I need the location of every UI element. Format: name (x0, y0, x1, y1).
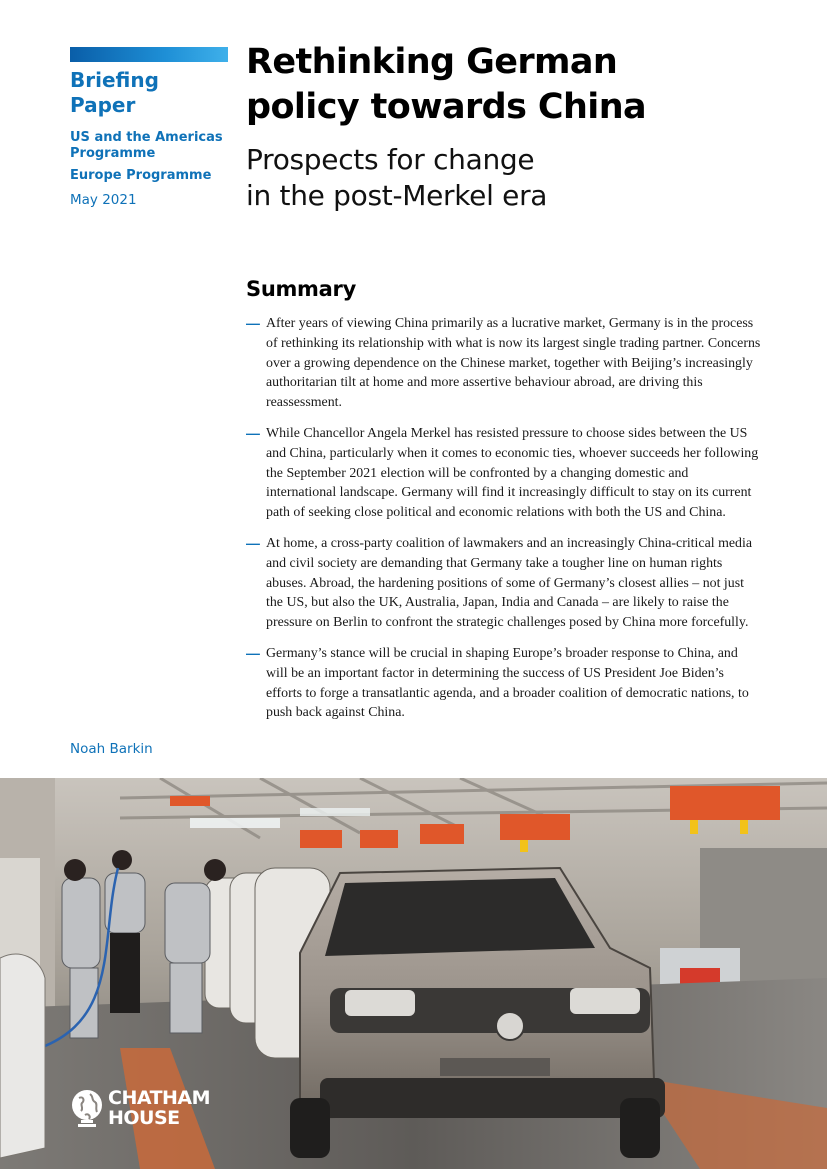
sidebar-meta (70, 68, 230, 208)
summary-heading: Summary (246, 277, 356, 301)
page-title: Rethinking German policy towards China (246, 42, 647, 127)
author-name: Noah Barkin (70, 741, 153, 757)
dash-icon: — (246, 644, 260, 661)
globe-icon (70, 1088, 104, 1128)
summary-bullet: — While Chancellor Angela Merkel has resisted pressure to choose sides between the US and China, particularly when it comes to economic ties, whoever succeeds her following the September 2021 election will be confronted by a changing domestic and international landscape. Germany will find it increasingly difficult to stay on its current path of seeking close political and economic relations with both the US and China. (246, 424, 759, 521)
publication-date: May 2021 (70, 192, 137, 208)
accent-bar (70, 47, 228, 62)
summary-list (246, 314, 761, 734)
dash-icon: — (246, 315, 260, 331)
summary-bullet: — After years of viewing China primarily as a lucrative market, Germany is in the process of rethinking its relationship with what is now its largest single trading partner. Concerns over a growing dependence on the Chinese market, together with Beijing’s increasingly authoritarian tilt at home and more assertive behaviour abroad, are driving this reassessment. (246, 315, 761, 411)
dash-icon: — (246, 424, 260, 441)
programme-us-americas: US and the Americas Programme (70, 130, 223, 161)
page-subtitle: Prospects for change in the post-Merkel era (246, 143, 548, 212)
chatham-house-logo (70, 1088, 210, 1128)
summary-bullet: — At home, a cross-party coalition of lawmakers and an increasingly China-critical media and civil society are demanding that Germany take a tougher line on human rights abuses. Abroad, the hardening positions of some of Germany’s closest allies – not just the US, but also the UK, Australia, Japan, India and Canada – are likely to raise the pressure on Berlin to confront the strategic challenges posed by China more forcefully. (246, 534, 753, 631)
summary-bullet: — Germany’s stance will be crucial in shaping Europe’s broader response to China, and will be an important factor in determining the success of US President Joe Biden’s efforts to forge a transatlantic agenda, and a broader coalition of democratic nations, to push back against China. (246, 644, 749, 721)
programme-europe: Europe Programme (70, 168, 212, 183)
document-type: Briefing Paper (70, 68, 159, 117)
dash-icon: — (246, 534, 260, 551)
logo-wordmark: CHATHAM HOUSE (108, 1087, 211, 1129)
